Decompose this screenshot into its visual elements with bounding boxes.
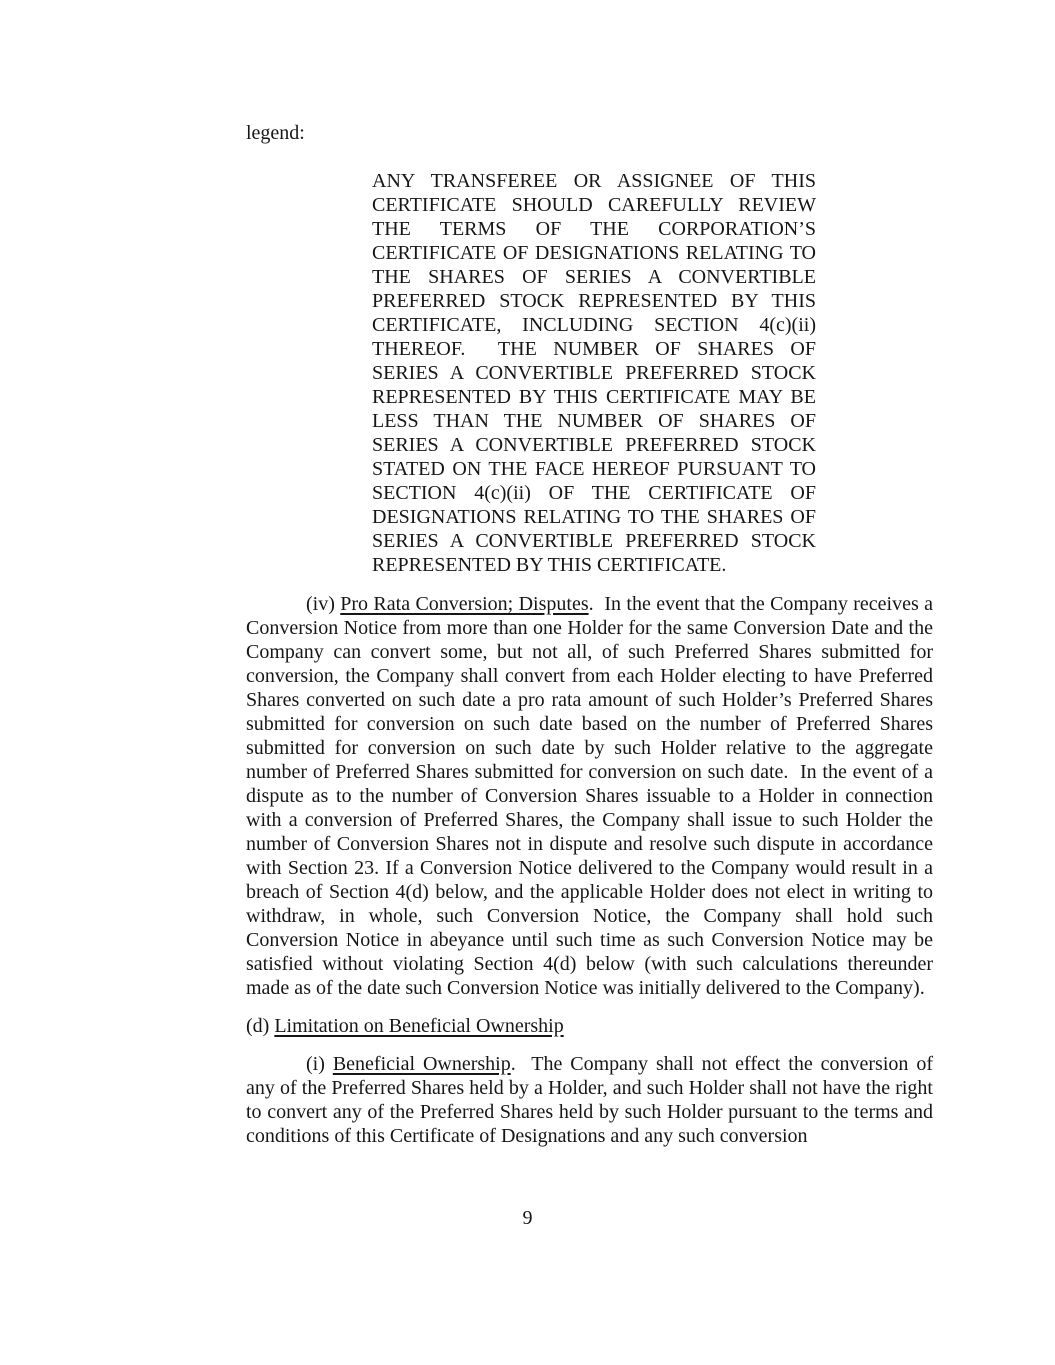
heading-d-limitation-on-beneficial-ownership <box>246 1014 933 1038</box>
paragraph-iv-heading: Pro Rata Conversion; Disputes <box>340 593 589 615</box>
paragraph-iv-pro-rata-conversion <box>246 592 938 1000</box>
heading-d-marker: (d) <box>246 1015 275 1037</box>
paragraph-i-beneficial-ownership <box>246 1052 938 1148</box>
paragraph-i-body: . The Company shall not effect the conversion of any of the Preferred Shares held by a Holder, and such Holder shall not have the right to convert any of the Preferred Shares held by such Holder pursuant to the terms and conditions of this Certificate of Designations and any such conversion <box>246 1053 938 1147</box>
legend-intro-label: legend: <box>246 122 305 144</box>
paragraph-iv-body: . In the event that the Company receives a Conversion Notice from more than one Holder for the same Conversion Date and the Company can convert some, but not all, of such Preferred Shares submitted for conversion, the Company shall convert from each Holder electing to have Preferred Shares converted on such date a pro rata amount of such Holder’s Preferred Shares submitted for conversion on such date based on the number of Preferred Shares submitted for conversion on such date by such Holder relative to the aggregate number of Preferred Shares submitted for conversion on such date. In the event of a dispute as to the number of Conversion Shares issuable to a Holder in connection with a conversion of Preferred Shares, the Company shall issue to such Holder the number of Conversion Shares not in dispute and resolve such dispute in accordance with Section 23. If a Conversion Notice delivered to the Company would result in a breach of Section 4(d) below, and the applicable Holder does not elect in writing to withdraw, in whole, such Conversion Notice, the Company shall hold such Conversion Notice in abeyance until such time as such Conversion Notice may be satisfied without violating Section 4(d) below (with such calculations thereunder made as of the date such Conversion Notice was initially delivered to the Company). <box>246 593 938 999</box>
certificate-legend-block: ANY TRANSFEREE OR ASSIGNEE OF THIS CERTIFICATE SHOULD CAREFULLY REVIEW THE TERMS OF THE CORPORATION’S CERTIFICATE OF DESIGNATIONS RELATING TO THE SHARES OF SERIES A CONVERTIBLE PREFERRED STOCK REPRESENTED BY THIS CERTIFICATE, INCLUDING SECTION 4(c)(ii) THEREOF. THE NUMBER OF SHARES OF SERIES A CONVERTIBLE PREFERRED STOCK REPRESENTED BY THIS CERTIFICATE MAY BE LESS THAN THE NUMBER OF SHARES OF SERIES A CONVERTIBLE PREFERRED STOCK STATED ON THE FACE HEREOF PURSUANT TO SECTION 4(c)(ii) OF THE CERTIFICATE OF DESIGNATIONS RELATING TO THE SHARES OF SERIES A CONVERTIBLE PREFERRED STOCK REPRESENTED BY THIS CERTIFICATE. <box>372 170 821 576</box>
paragraph-i-marker: (i) <box>306 1053 333 1075</box>
heading-d-title: Limitation on Beneficial Ownership <box>274 1015 564 1037</box>
page-number: 9 <box>522 1207 533 1229</box>
paragraph-iv-marker: (iv) <box>306 593 341 615</box>
paragraph-i-heading: Beneficial Ownership <box>332 1053 511 1075</box>
